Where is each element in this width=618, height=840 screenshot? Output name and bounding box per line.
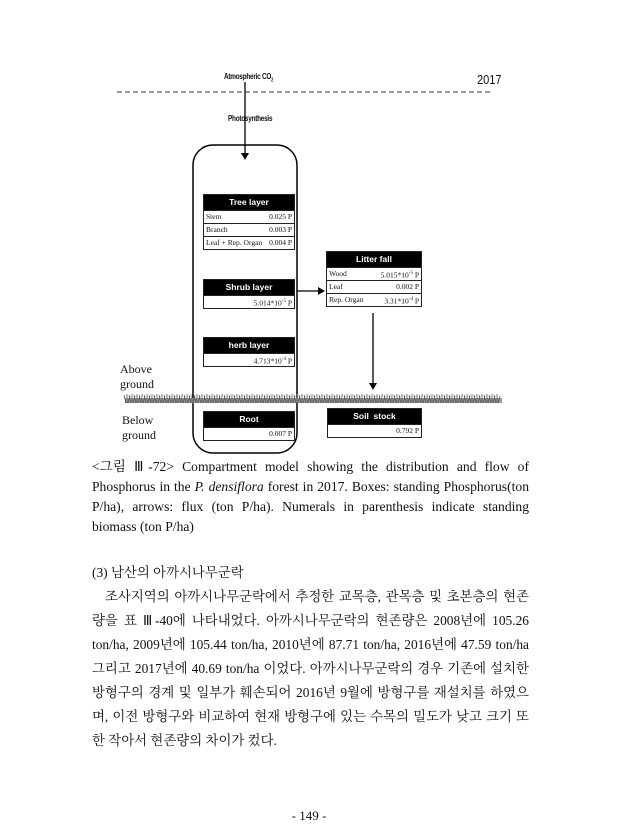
box-title: Tree layer xyxy=(204,195,294,210)
litter-fall-box xyxy=(326,251,422,307)
shrub-layer-box xyxy=(203,279,295,309)
box-title: Soil stock xyxy=(328,409,421,424)
photosynthesis-label: Photosynthesis xyxy=(228,114,273,123)
box-title: herb layer xyxy=(204,338,294,353)
tree-layer-box xyxy=(203,194,295,250)
co2-label: Atmospheric $CO_2$ xyxy=(224,72,274,84)
herb-layer-box xyxy=(203,337,295,367)
table-row: Branch 0.003 P xyxy=(206,225,292,234)
table-row: Stem 0.025 P xyxy=(206,212,292,221)
year-label: 2017 xyxy=(477,72,502,87)
section-body: 조사지역의 아까시나무군락에서 추정한 교목층, 관목층 및 초본층의 현존량을 표 Ⅲ-40에 나타내었다. 아까시나무군락의 현존량은 2008년에 105.26 ton/ha, 2009년에 105.44 ton/ha, 2010년에 87.71 ton/ha, 2016년에 47.59 ton/ha그리고 2017년에 40.69 ton/ha 이었다. 아까시나무군락의 경우 기존에 설치한 방형구의 경계 및 일부가 훼손되어 2016년 9월에 방형구를 재설치를 하였으며, 이전 방형구와 비교하여 현재 방형구에 있는 수목의 밀도가 낮고 크기 또한 작아서 현존량의 차이가 컸다. xyxy=(92,589,529,748)
table-row: Leaf 0.002 P xyxy=(329,282,419,291)
table-row: Wood $5.015*10^{-5}$ P xyxy=(329,269,419,280)
table-row: Rep. Organ $3.31*10^{-4}$ P xyxy=(329,295,419,306)
root-box xyxy=(203,411,295,441)
table-row: $5.014*10^{-5}$ P xyxy=(204,295,294,308)
page-number: - 149 - xyxy=(291,808,327,823)
table-row: $4.713*10^{-4}$ P xyxy=(204,353,294,366)
figure-caption: <그림 Ⅲ-72> Compartment model showing the distribution and flow of Phosphorus in the P. densiflora forest in 2017. Boxes: standing Phosphorus(ton P/ha), arrows: flux (ton P/ha). Numerals in parenthesis indicate standing biomass (ton P/ha) xyxy=(92,459,529,534)
grass-ground-strip xyxy=(124,394,502,403)
arrowhead xyxy=(241,153,249,160)
table-row: 0.792 P xyxy=(328,424,421,437)
above-ground-label: Above ground xyxy=(120,362,154,391)
below-ground-label: Below ground xyxy=(122,413,156,442)
box-title: Litter fall xyxy=(327,252,421,267)
box-title: Root xyxy=(204,412,294,427)
table-row: 0.007 P xyxy=(204,427,294,440)
soil-stock-box xyxy=(327,408,422,438)
section-heading: (3) 남산의 아까시나무군락 xyxy=(92,565,244,580)
box-title: Shrub layer xyxy=(204,280,294,295)
table-row: Leaf + Rep. Organ 0.004 P xyxy=(206,238,292,247)
